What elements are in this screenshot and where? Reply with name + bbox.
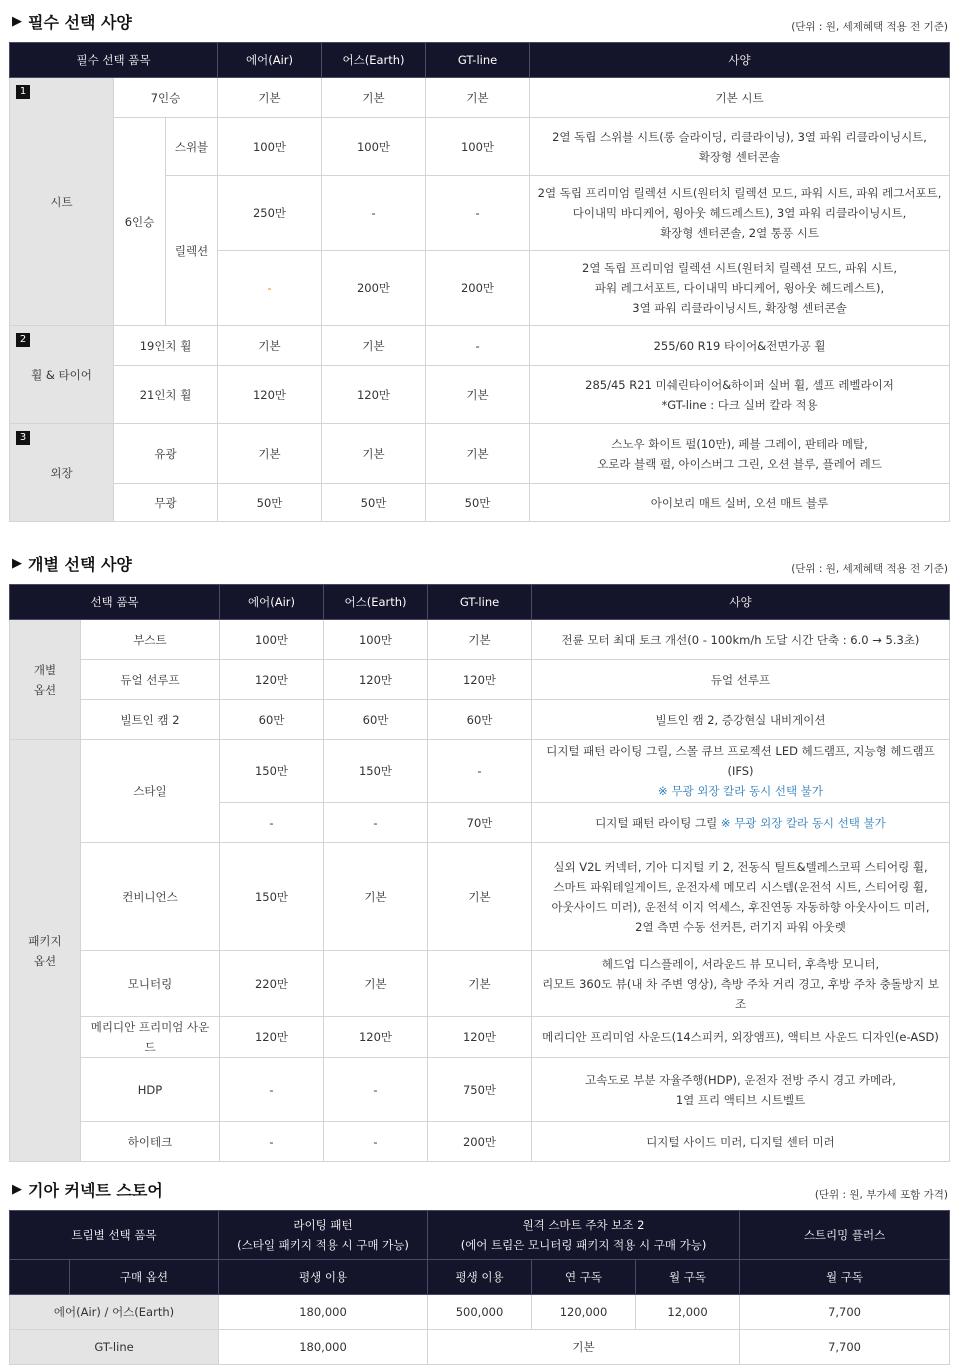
category-individual: 개별 옵션 (10, 620, 81, 740)
header-gtline: GT-line (426, 43, 530, 78)
row-label-6seat: 6인승 (114, 118, 166, 326)
header-item: 필수 선택 품목 (10, 43, 218, 78)
header-air: 에어(Air) (218, 43, 322, 78)
triangle-icon: ▶ (12, 14, 22, 29)
badge-2: 2 (16, 333, 30, 347)
section1-title (12, 10, 132, 33)
spec-relaxation-b: 2열 독립 프리미엄 릴렉션 시트(원터치 릴렉션 모드, 파워 시트, 파워 레그서포트, 다이내믹 바디케어, 윙아웃 헤드레스트), 3열 파워 리클라이닝시트, 확장형 센터콘솔 (530, 251, 950, 326)
spec-style-a: 디지털 패턴 라이팅 그릴, 스몰 큐브 프로젝션 LED 헤드램프, 지능형 헤드램프(IFS) ※ 무광 외장 칼라 동시 선택 불가 (532, 740, 950, 803)
category-seat: 1 시트 (10, 78, 114, 326)
spec-relaxation-a: 2열 독립 프리미엄 릴렉션 시트(원터치 릴렉션 모드, 파워 시트, 파워 레그서포트, 다이내믹 바디케어, 윙아웃 헤드레스트), 3열 파워 리클라이닝시트, 확장형 센터콘솔, 2열 통풍 시트 (530, 176, 950, 251)
badge-3: 3 (16, 431, 30, 445)
row-label-relaxation: 릴렉션 (166, 176, 218, 326)
section1-title-text: 필수 선택 사양 (28, 13, 132, 32)
section2-unit: (단위 : 원, 세제혜택 적용 전 기준) (791, 563, 948, 575)
spec-21inch: 285/45 R21 미쉐린타이어&하이퍼 실버 휠, 셀프 레벨라이저 *GT-line : 다크 실버 칼라 적용 (530, 366, 950, 424)
section2-title-text: 개별 선택 사양 (28, 555, 132, 574)
header-parking: 원격 스마트 주차 보조 2 (에어 트림은 모니터링 패키지 적용 시 구매 가능) (428, 1211, 740, 1260)
header-earth: 어스(Earth) (322, 43, 426, 78)
section3-title-text: 기아 커넥트 스토어 (28, 1181, 163, 1200)
badge-1: 1 (16, 85, 30, 99)
required-options-table: 필수 선택 품목 에어(Air) 어스(Earth) GT-line 사양 1 시트 7인승 기본 기본 기본 기본 시트 6인승 스위블 100만 100만 100만 2열 독립 스위블 시트(롱 슬라이딩, 리클라이닝), 3열 파워 리클라이닝시트, 확장형 센터콘솔 릴렉션 250만 - - 2열 독립 프리미엄 릴렉션 시트(원터치 릴렉션 모드, 파워 시트, 파워 레그서포트, 다이내믹 바디케어, 윙아웃 헤드레스트), 3열 파워 리클라이닝시트, 확장형 센터콘솔, 2열 통풍 시트 - 200만 200만 2열 독립 프리미엄 릴렉션 시트(원터치 릴렉션 모드, 파워 시트, 파워 레그서포트, 다이내믹 바디케어, 윙아웃 헤드레스트), 3열 파워 리클라이닝시트, 확장형 센터콘솔 2 휠 & 타이어 19인치 휠 기본 기본 - 255/60 R19 타이어&전면가공 휠 21인치 휠 120만 120만 기본 285/45 R21 미쉐린타이어&하이퍼 실버 휠, 셀프 레벨라이저 *GT-line : 다크 실버 칼라 적용 3 외장 유광 기본 기본 기본 스노우 화이트 펄(10만), 페블 그레이, 판테라 메탈, 오로라 블랙 펄, 아이스버그 그린, 오션 블루, 플레어 레드 무광 50만 50만 50만 아이보리 매트 실버, 오션 매트 블루 (9, 42, 950, 522)
section2-title (12, 552, 132, 575)
spec-swivel: 2열 독립 스위블 시트(롱 슬라이딩, 리클라이닝), 3열 파워 리클라이닝시트, 확장형 센터콘솔 (530, 118, 950, 176)
spec-style-b: 디지털 패턴 라이팅 그릴 ※ 무광 외장 칼라 동시 선택 불가 (532, 803, 950, 843)
spec-hdp: 고속도로 부분 자율주행(HDP), 운전자 전방 주시 경고 카메라, 1열 프리 액티브 시트벨트 (532, 1058, 950, 1122)
category-package: 패키지 옵션 (10, 740, 81, 1162)
connect-store-table: 트림별 선택 품목 라이팅 패턴 (스타일 패키지 적용 시 구매 가능) 원격 스마트 주차 보조 2 (에어 트림은 모니터링 패키지 적용 시 구매 가능) 스트리밍 플러스 구매 옵션 평생 이용 평생 이용 연 구독 월 구독 월 구독 에어(Air) / 어스(Earth) 180,000 500,000 120,000 12,000 7,700 GT-line 180,000 기본 7,700 (9, 1210, 950, 1365)
triangle-icon: ▶ (12, 556, 22, 571)
header-lighting: 라이팅 패턴 (스타일 패키지 적용 시 구매 가능) (219, 1211, 428, 1260)
row-label-7seat: 7인승 (114, 78, 218, 118)
spec-gloss: 스노우 화이트 펄(10만), 페블 그레이, 판테라 메탈, 오로라 블랙 펄, 아이스버그 그린, 오션 블루, 플레어 레드 (530, 424, 950, 484)
spec-convenience: 실외 V2L 커넥터, 기아 디지털 키 2, 전동식 틸트&텔레스코픽 스티어링 휠, 스마트 파워테일게이트, 운전자세 메모리 시스템(운전석 시트, 스티어링 휠, 아웃사이드 미러), 운전석 이지 억세스, 후진연동 자동하향 아웃사이드 미러, 2열 측면 수동 선커튼, 러기지 파워 아웃렛 (532, 843, 950, 951)
section3-title (12, 1178, 163, 1201)
section3-unit: (단위 : 원, 부가세 포함 가격) (814, 1189, 948, 1201)
header-spec: 사양 (530, 43, 950, 78)
section1-unit: (단위 : 원, 세제혜택 적용 전 기준) (791, 21, 948, 33)
row-label-swivel: 스위블 (166, 118, 218, 176)
category-wheel: 2 휠 & 타이어 (10, 326, 114, 424)
category-exterior: 3 외장 (10, 424, 114, 522)
individual-options-table: 선택 품목 에어(Air) 어스(Earth) GT-line 사양 개별 옵션 부스트 100만 100만 기본 전륜 모터 최대 토크 개선(0 - 100km/h 도달 시간 단축 : 6.0 → 5.3초) 듀얼 선루프 120만 120만 120만 듀얼 선루프 빌트인 캠 2 60만 60만 60만 빌트인 캠 2, 증강현실 내비게이션 패키지 옵션 스타일 150만 150만 - 디지털 패턴 라이팅 그릴, 스몰 큐브 프로젝션 LED 헤드램프, 지능형 헤드램프(IFS) ※ 무광 외장 칼라 동시 선택 불가 - - 70만 디지털 패턴 라이팅 그릴 ※ 무광 외장 칼라 동시 선택 불가 컨비니언스 150만 기본 기본 실외 V2L 커넥터, 기아 디지털 키 2, 전동식 틸트&텔레스코픽 스티어링 휠, 스마트 파워테일게이트, 운전자세 메모리 시스템(운전석 시트, 스티어링 휠, 아웃사이드 미러), 운전석 이지 억세스, 후진연동 자동하향 아웃사이드 미러, 2열 측면 수동 선커튼, 러기지 파워 아웃렛 모니터링 220만 기본 기본 헤드업 디스플레이, 서라운드 뷰 모니터, 후측방 모니터, 리모트 360도 뷰(내 차 주변 영상), 측방 주차 거리 경고, 후방 주차 충돌방지 보조 메리디안 프리미엄 사운드 120만 120만 120만 메리디안 프리미엄 사운드(14스피커, 외장앰프), 액티브 사운드 디자인(e-ASD) HDP - - 750만 고속도로 부분 자율주행(HDP), 운전자 전방 주시 경고 카메라, 1열 프리 액티브 시트벨트 하이테크 - - 200만 디지털 사이드 미러, 디지털 센터 미러 (9, 584, 950, 1162)
spec-monitoring: 헤드업 디스플레이, 서라운드 뷰 모니터, 후측방 모니터, 리모트 360도 뷰(내 차 주변 영상), 측방 주차 거리 경고, 후방 주차 충돌방지 보조 (532, 951, 950, 1017)
triangle-icon: ▶ (12, 1182, 22, 1197)
